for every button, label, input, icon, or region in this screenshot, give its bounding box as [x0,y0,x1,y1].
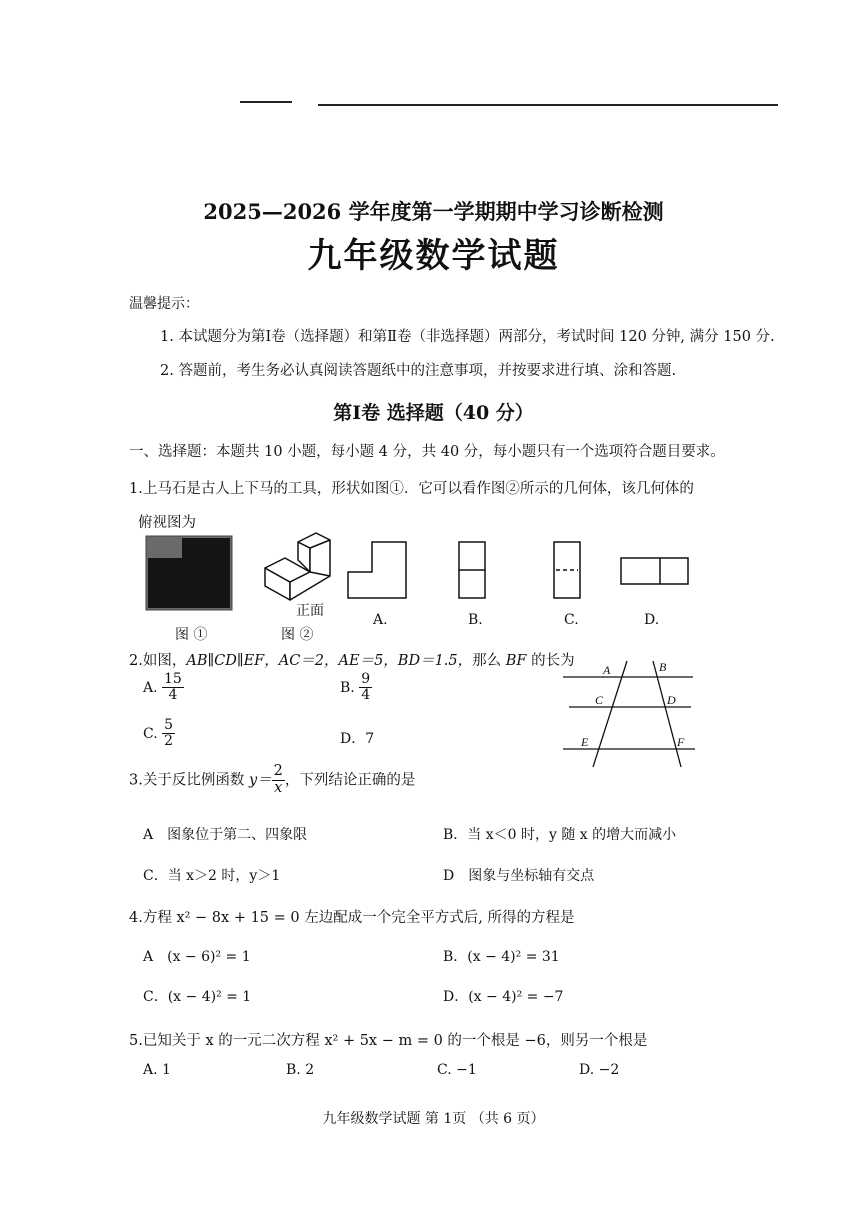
q1-stem-line2: 俯视图为 [138,515,196,531]
q1-option-d: D. [644,612,660,628]
option-d-view [621,558,688,584]
tip-item-2: 2. 答题前，考生务必认真阅读答题纸中的注意事项，并按要求进行填、涂和答题. [160,363,677,379]
q3-option-c: C．当 x＞2 时，y＞1 [143,868,281,884]
q2-option-d: D．7 [340,731,375,747]
q4-option-c: C．(x − 4)² = 1 [143,989,252,1005]
q1-figures [140,530,700,645]
q2-option-b-label: B. [340,679,355,696]
q3-stem-y: y＝ [248,772,272,789]
q2-option-b [340,672,372,704]
exam-title-line1: 2025—2026 学年度第一学期期中学习诊断检测 [203,199,664,224]
point-a-label: A [603,663,611,677]
q3-frac-num: 2 [273,763,283,779]
q2-option-c [143,718,175,750]
q2-option-a-den: 4 [168,687,178,704]
q2-option-b-den: 4 [361,687,371,704]
option-b-view [459,542,485,598]
q3-option-b: B．当 x＜0 时，y 随 x 的增大而减小 [443,827,677,843]
geometric-solid-drawing [265,533,330,600]
q5-option-b: B. 2 [286,1062,315,1078]
q2-option-b-fraction [359,672,372,704]
top-rule-left [240,101,292,103]
q1-option-c: C. [564,612,579,628]
q3-option-d: D 图象与坐标轴有交点 [443,868,595,884]
q1-option-b: B. [468,612,483,628]
q3-option-a: A 图象位于第二、四象限 [143,827,308,843]
q2-option-c-fraction [162,718,175,750]
fig2-caption: 图 ② [281,627,314,643]
section-title: 第Ⅰ卷 选择题（40 分） [333,402,534,424]
q1-option-a: A. [373,612,388,628]
q2-stem-suffix: 那么 [472,653,506,669]
q2-option-a-label: A. [143,679,158,696]
point-e-label: E [581,735,589,749]
q3-stem [129,764,415,797]
q4-stem: 4.方程 x² − 8x + 15 = 0 左边配成一个完全平方式后, 所得的方程是 [129,910,575,926]
top-rule-right [318,104,778,106]
q2-option-a-fraction [162,672,184,704]
fig1-caption: 图 ① [175,627,208,643]
q5-option-c: C. −1 [437,1062,477,1078]
q4-option-d: D．(x − 4)² = −7 [443,989,564,1005]
q5-option-a: A. 1 [143,1062,171,1078]
option-c-view [554,542,580,598]
q2-option-c-num: 5 [164,717,174,733]
tips-label: 温馨提示： [129,296,199,312]
q2-stem [129,649,575,670]
q3-stem-suffix: ，下列结论正确的是 [284,772,416,789]
q3-frac-den: x [274,779,283,796]
q2-stem-end: 的长为 [526,653,575,669]
q2-option-a-num: 15 [164,671,182,687]
q2-parallel-lines-figure [555,655,705,770]
q2-option-c-label: C. [143,725,158,742]
section-instruction: 一、选择题：本题共 10 小题，每小题 4 分，共 40 分，每小题只有一个选项符合题目要求。 [129,444,725,460]
q5-option-d: D. −2 [579,1062,620,1078]
exam-title-line2: 九年级数学试题 [307,236,560,276]
front-label: 正面 [296,603,324,619]
q1-stem-line1: 1.上马石是古人上下马的工具，形状如图①．它可以看作图②所示的几何体，该几何体的 [129,481,694,497]
q3-fraction [272,764,285,797]
q2-stem-math: AB∥CD∥EF，AC＝2，AE＝5，BD＝1.5， [186,653,473,669]
page-footer: 九年级数学试题 第 1页 （共 6 页） [322,1111,545,1127]
point-d-label: D [667,693,676,707]
q5-stem: 5.已知关于 x 的一元二次方程 x² + 5x − m = 0 的一个根是 −6，则另一个根是 [129,1033,648,1049]
q2-stem-bf: BF [505,653,527,669]
point-b-label: B [659,660,667,674]
option-a-view [348,542,406,598]
q2-option-b-num: 9 [361,671,371,687]
q2-stem-prefix: 2.如图， [129,653,187,669]
q4-option-b: B．(x − 4)² = 31 [443,949,560,965]
q4-option-a: A (x − 6)² = 1 [143,949,251,965]
tip-item-1: 1. 本试题分为第Ⅰ卷（选择题）和第Ⅱ卷（非选择题）两部分，考试时间 120 分钟, 满分 150 分. [160,329,775,345]
point-f-label: F [677,735,685,749]
q3-stem-prefix: 3.关于反比例函数 [129,772,249,789]
mounting-stone-photo [146,536,232,610]
point-c-label: C [595,693,604,707]
q2-option-a [143,672,184,704]
q2-option-c-den: 2 [164,733,174,750]
